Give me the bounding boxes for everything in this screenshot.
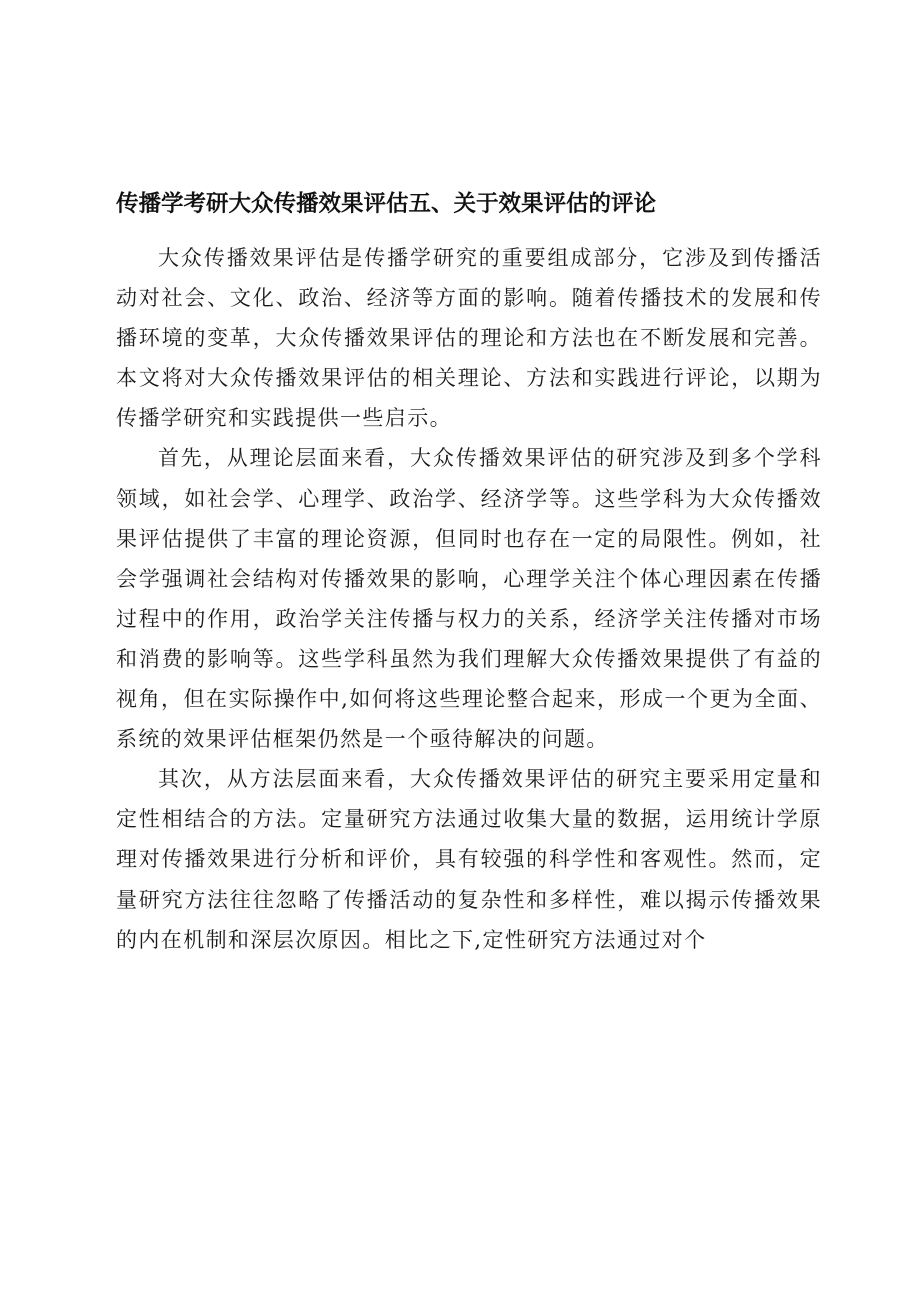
paragraph-theory: 首先，从理论层面来看，大众传播效果评估的研究涉及到多个学科领域，如社会学、心理学、政治学、经济学等。这些学科为大众传播效果评估提供了丰富的理论资源，但同时也存在一定的局限性。例如，社会学强调社会结构对传播效果的影响，心理学关注个体心理因素在传播过程中的作用，政治学关注传播与权力的关系，经济学关注传播对市场和消费的影响等。这些学科虽然为我们理解大众传播效果提供了有益的视角，但在实际操作中,如何将这些理论整合起来，形成一个更为全面、系统的效果评估框架仍然是一个亟待解决的问题。 [116, 446, 822, 752]
document-title: 传播学考研大众传播效果评估五、关于效果评估的评论 [116, 191, 657, 217]
paragraph-intro: 大众传播效果评估是传播学研究的重要组成部分，它涉及到传播活动对社会、文化、政治、经济等方面的影响。随着传播技术的发展和传播环境的变革，大众传播效果评估的理论和方法也在不断发展和完善。本文将对大众传播效果评估的相关理论、方法和实践进行评论，以期为传播学研究和实践提供一些启示。 [116, 246, 822, 431]
paragraph-method: 其次，从方法层面来看，大众传播效果评估的研究主要采用定量和定性相结合的方法。定量研究方法通过收集大量的数据，运用统计学原理对传播效果进行分析和评价，具有较强的科学性和客观性。然而，定量研究方法往往忽略了传播活动的复杂性和多样性，难以揭示传播效果的内在机制和深层次原因。相比之下,定性研究方法通过对个 [116, 767, 822, 952]
document-body [116, 238, 822, 960]
